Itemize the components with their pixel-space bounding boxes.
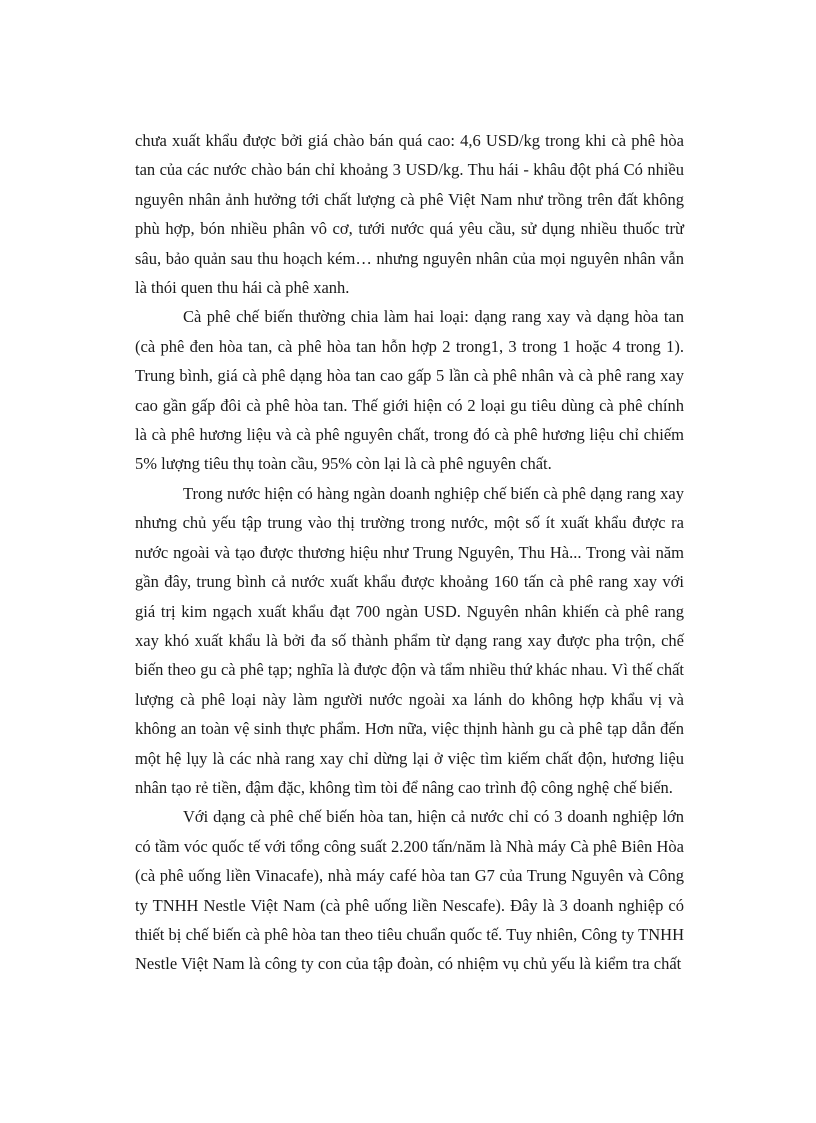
paragraph-3: Trong nước hiện có hàng ngàn doanh nghiệp chế biến cà phê dạng rang xay nhưng chủ yếu tập trung vào thị trường trong nước, một số ít xuất khẩu được ra nước ngoài và tạo được thương hiệu như Trung Nguyên, Thu Hà... Trong vài năm gần đây, trung bình cả nước xuất khẩu được khoảng 160 tấn cà phê rang xay với giá trị kim ngạch xuất khẩu đạt 700 ngàn USD. Nguyên nhân khiến cà phê rang xay khó xuất khẩu là bởi đa số thành phẩm từ dạng rang xay được pha trộn, chế biến theo gu cà phê tạp; nghĩa là được độn và tẩm nhiều thứ khác nhau. Vì thế chất lượng cà phê loại này làm người nước ngoài xa lánh do không hợp khẩu vị và không an toàn vệ sinh thực phẩm. Hơn nữa, việc thịnh hành gu cà phê tạp dẫn đến một hệ lụy là các nhà rang xay chỉ dừng lại ở việc tìm kiếm chất độn, hương liệu nhân tạo rẻ tiền, đậm đặc, không tìm tòi để nâng cao trình độ công nghệ chế biến. — [135, 483, 684, 797]
paragraph-4: Với dạng cà phê chế biến hòa tan, hiện cả nước chỉ có 3 doanh nghiệp lớn có tầm vóc quốc tế với tổng công suất 2.200 tấn/năm là Nhà máy Cà phê Biên Hòa (cà phê uống liền Vinacafe), nhà máy café hòa tan G7 của Trung Nguyên và Công ty TNHH Nestle Việt Nam (cà phê uống liền Nescafe). Đây là 3 doanh nghiệp có thiết bị chế biến cà phê hòa tan theo tiêu chuẩn quốc tế. Tuy nhiên, Công ty TNHH Nestle Việt Nam là công ty con của tập đoàn, có nhiệm vụ chủ yếu là kiểm tra chất — [135, 807, 684, 974]
paragraph-1: chưa xuất khẩu được bởi giá chào bán quá cao: 4,6 USD/kg trong khi cà phê hòa tan của các nước chào bán chỉ khoảng 3 USD/kg. Thu hái - khâu đột phá Có nhiều nguyên nhân ảnh hưởng tới chất lượng cà phê Việt Nam như trồng trên đất không phù hợp, bón nhiều phân vô cơ, tưới nước quá yêu cầu, sử dụng nhiều thuốc trừ sâu, bảo quản sau thu hoạch kém… nhưng nguyên nhân của mọi nguyên nhân vẫn là thói quen thu hái cà phê xanh. — [135, 131, 684, 298]
paragraph-2: Cà phê chế biến thường chia làm hai loại: dạng rang xay và dạng hòa tan (cà phê đen hòa tan, cà phê hòa tan hỗn hợp 2 trong1, 3 trong 1 hoặc 4 trong 1). Trung bình, giá cà phê dạng hòa tan cao gấp 5 lần cà phê nhân và cà phê rang xay cao gần gấp đôi cà phê hòa tan. Thế giới hiện có 2 loại gu tiêu dùng cà phê chính là cà phê hương liệu và cà phê nguyên chất, trong đó cà phê hương liệu chỉ chiếm 5% lượng tiêu thụ toàn cầu, 95% còn lại là cà phê nguyên chất. — [135, 307, 684, 474]
body-text — [135, 126, 684, 979]
